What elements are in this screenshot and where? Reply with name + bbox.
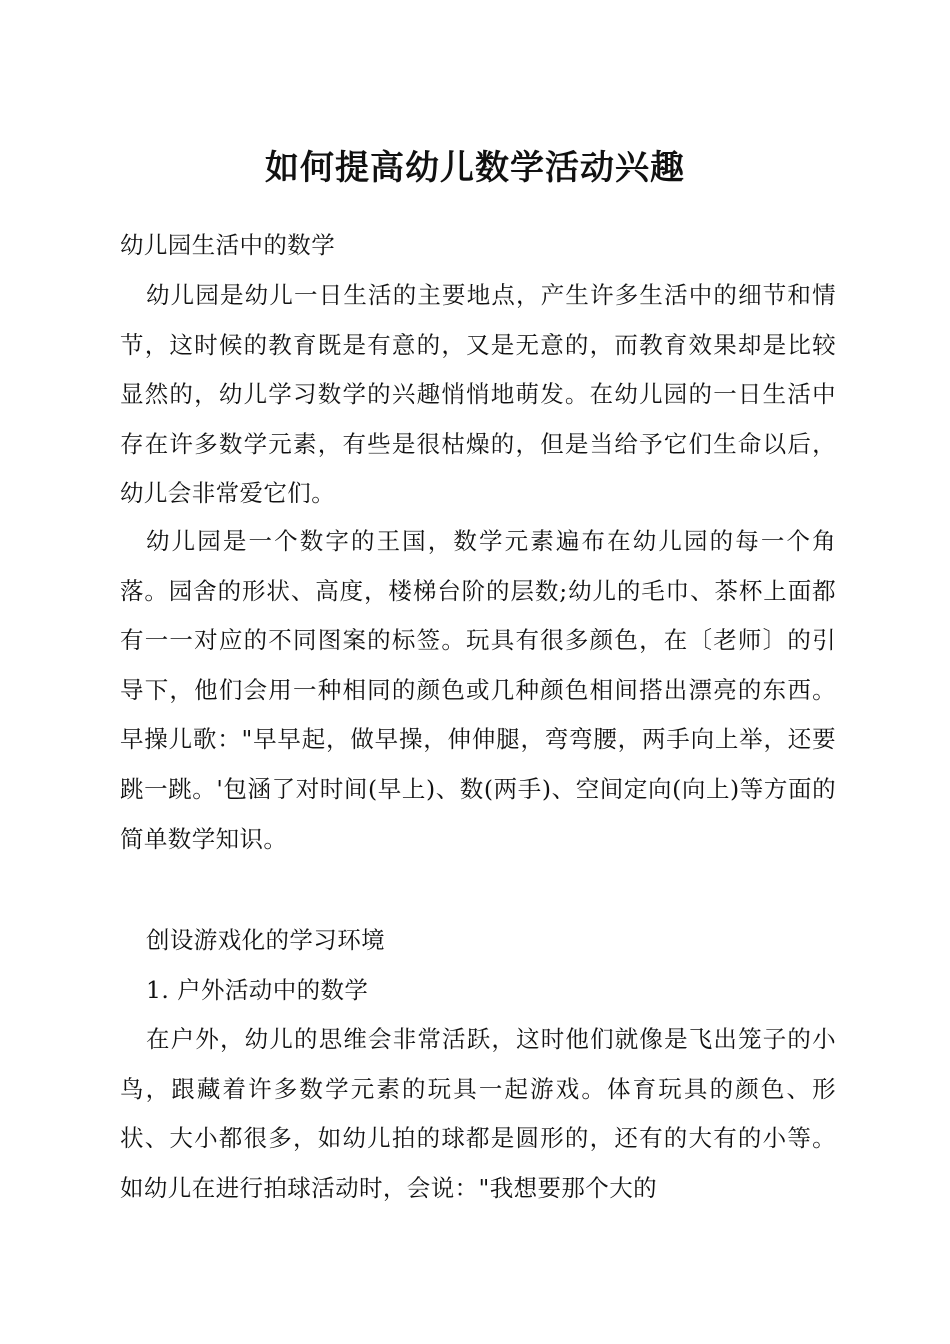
- document-title: 如何提高幼儿数学活动兴趣: [265, 148, 685, 188]
- paragraph-daily-life: 幼儿园是幼儿一日生活的主要地点，产生许多生活中的细节和情节，这时候的教育既是有意的，又是无意的，而教育效果却是比较显然的，幼儿学习数学的兴趣悄悄地萌发。在幼儿园的一日生活中存在许多数学元素，有些是很枯燥的，但是当给予它们生命以后，幼儿会非常爱它们。: [120, 281, 836, 508]
- paragraph-outdoor-activities: 在户外，幼儿的思维会非常活跃，这时他们就像是飞出笼子的小鸟，跟藏着许多数学元素的玩具一起游戏。体育玩具的颜色、形状、大小都很多，如幼儿拍的球都是圆形的，还有的大有的小等。如幼儿在进行拍球活动时，会说："我想要那个大的: [120, 1025, 836, 1202]
- section-heading-kindergarten-life-math: 幼儿园生活中的数学: [120, 231, 336, 259]
- paragraph-number-kingdom: 幼儿园是一个数字的王国，数学元素遍布在幼儿园的每一个角落。园舍的形状、高度，楼梯台阶的层数;幼儿的毛巾、茶杯上面都有一一对应的不同图案的标签。玩具有很多颜色，在〔老师〕的引导下，他们会用一种相同的颜色或几种颜色相间搭出漂亮的东西。早操儿歌："早早起，做早操，伸伸腿，弯弯腰，两手向上举，还要跳一跳。'包涵了对时间(早上)、数(两手)、空间定向(向上)等方面的简单数学知识。: [120, 527, 836, 853]
- subsection-heading-outdoor-math: 1. 户外活动中的数学: [146, 976, 369, 1004]
- section-heading-game-environment: 创设游戏化的学习环境: [146, 926, 385, 954]
